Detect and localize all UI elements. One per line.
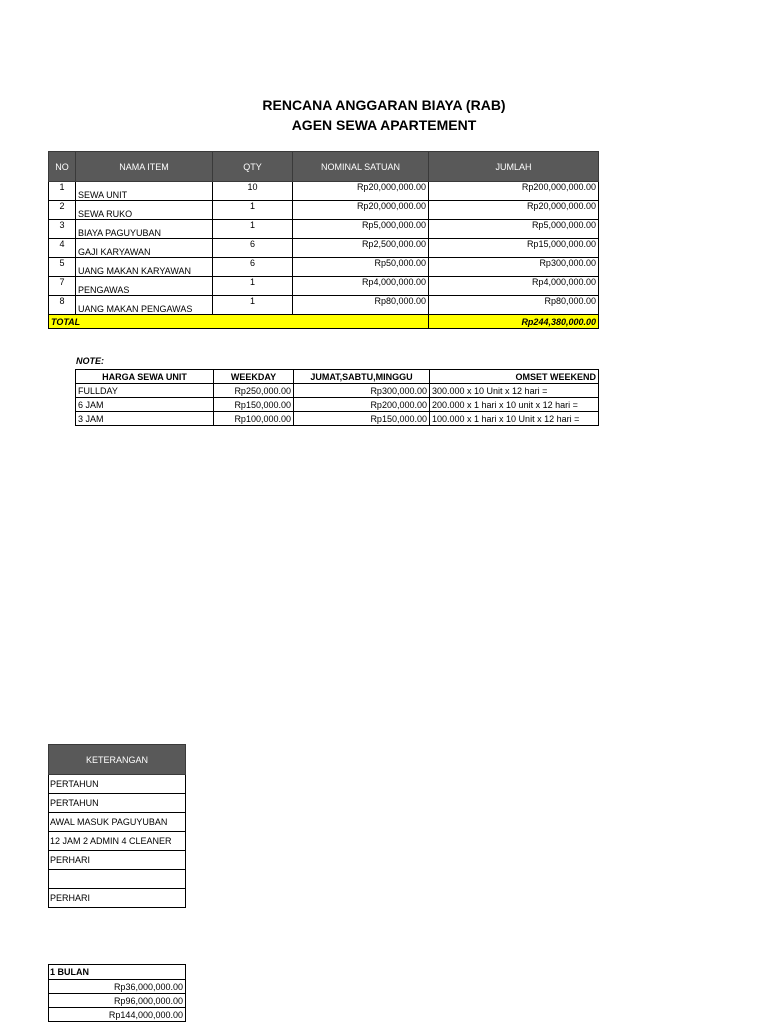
list-item (49, 1008, 186, 1022)
weekday-price: Rp250,000.00 (214, 384, 294, 398)
row-total: Rp80,000.00 (429, 296, 599, 315)
row-total: Rp300,000.00 (429, 258, 599, 277)
omset-formula: 200.000 x 1 hari x 10 unit x 12 hari = (430, 398, 599, 412)
weekday-price: Rp150,000.00 (214, 398, 294, 412)
header-weekend: JUMAT,SABTU,MINGGU (294, 370, 430, 384)
omset-bulan-value: Rp144,000,000.00 (49, 1008, 186, 1022)
list-item (49, 851, 186, 870)
row-unit-price: Rp2,500,000.00 (293, 239, 429, 258)
keterangan-cell (49, 870, 186, 889)
list-item (49, 832, 186, 851)
row-no: 5 (49, 258, 76, 277)
omset-bulan-header: 1 BULAN (49, 965, 186, 980)
row-qty: 1 (213, 296, 293, 315)
table-row (49, 296, 599, 315)
table-row (49, 220, 599, 239)
header-jumlah: JUMLAH (429, 152, 599, 182)
row-no: 4 (49, 239, 76, 258)
header-weekday: WEEKDAY (214, 370, 294, 384)
row-qty: 6 (213, 258, 293, 277)
header-qty: QTY (213, 152, 293, 182)
header-harga-sewa-unit: HARGA SEWA UNIT (76, 370, 214, 384)
keterangan-header: KETERANGAN (49, 745, 186, 775)
row-qty: 1 (213, 277, 293, 296)
row-qty: 1 (213, 220, 293, 239)
total-value: Rp244,380,000.00 (429, 315, 599, 329)
weekend-price: Rp150,000.00 (294, 412, 430, 426)
row-no: 1 (49, 182, 76, 201)
table-row (49, 239, 599, 258)
row-unit-price: Rp4,000,000.00 (293, 277, 429, 296)
row-total: Rp5,000,000.00 (429, 220, 599, 239)
row-no: 8 (49, 296, 76, 315)
keterangan-cell: 12 JAM 2 ADMIN 4 CLEANER (49, 832, 186, 851)
rental-type: 3 JAM (76, 412, 214, 426)
rab-table (48, 151, 599, 329)
rental-type: FULLDAY (76, 384, 214, 398)
header-nama-item: NAMA ITEM (76, 152, 213, 182)
weekend-price: Rp200,000.00 (294, 398, 430, 412)
row-name: SEWA RUKO (76, 201, 213, 220)
document-subtitle: AGEN SEWA APARTEMENT (291, 117, 477, 133)
row-qty: 1 (213, 201, 293, 220)
weekday-price: Rp100,000.00 (214, 412, 294, 426)
list-item (49, 980, 186, 994)
row-total: Rp4,000,000.00 (429, 277, 599, 296)
list-item (49, 870, 186, 889)
row-no: 2 (49, 201, 76, 220)
row-unit-price: Rp80,000.00 (293, 296, 429, 315)
table-row (49, 277, 599, 296)
omset-bulan-value: Rp96,000,000.00 (49, 994, 186, 1008)
omset-bulan-header-row (49, 965, 186, 980)
keterangan-cell: PERTAHUN (49, 775, 186, 794)
table-row (76, 398, 599, 412)
row-name: GAJI KARYAWAN (76, 239, 213, 258)
keterangan-cell: PERHARI (49, 851, 186, 870)
row-name: SEWA UNIT (76, 182, 213, 201)
row-qty: 10 (213, 182, 293, 201)
list-item (49, 794, 186, 813)
rab-table-header (49, 152, 599, 182)
row-total: Rp20,000,000.00 (429, 201, 599, 220)
row-no: 7 (49, 277, 76, 296)
row-name: BIAYA PAGUYUBAN (76, 220, 213, 239)
omset-bulan-table (48, 964, 186, 1022)
list-item (49, 775, 186, 794)
omset-bulan-value: Rp36,000,000.00 (49, 980, 186, 994)
header-nominal-satuan: NOMINAL SATUAN (293, 152, 429, 182)
header-no: NO (49, 152, 76, 182)
row-name: UANG MAKAN KARYAWAN (76, 258, 213, 277)
row-unit-price: Rp5,000,000.00 (293, 220, 429, 239)
weekend-price: Rp300,000.00 (294, 384, 430, 398)
keterangan-cell: PERTAHUN (49, 794, 186, 813)
row-total: Rp15,000,000.00 (429, 239, 599, 258)
keterangan-cell: AWAL MASUK PAGUYUBAN (49, 813, 186, 832)
row-name: UANG MAKAN PENGAWAS (76, 296, 213, 315)
table-row (76, 384, 599, 398)
row-qty: 6 (213, 239, 293, 258)
keterangan-cell: PERHARI (49, 889, 186, 908)
row-name: PENGAWAS (76, 277, 213, 296)
omset-formula: 300.000 x 10 Unit x 12 hari = (430, 384, 599, 398)
keterangan-table (48, 744, 186, 908)
total-row (49, 315, 599, 329)
total-label: TOTAL (49, 315, 429, 329)
list-item (49, 889, 186, 908)
table-row (49, 201, 599, 220)
keterangan-header-row (49, 745, 186, 775)
omset-formula: 100.000 x 1 hari x 10 Unit x 12 hari = (430, 412, 599, 426)
row-unit-price: Rp20,000,000.00 (293, 182, 429, 201)
row-unit-price: Rp20,000,000.00 (293, 201, 429, 220)
row-total: Rp200,000,000.00 (429, 182, 599, 201)
note-table (75, 369, 599, 426)
list-item (49, 813, 186, 832)
table-row (49, 182, 599, 201)
list-item (49, 994, 186, 1008)
table-row (76, 412, 599, 426)
row-unit-price: Rp50,000.00 (293, 258, 429, 277)
note-label: NOTE: (76, 356, 104, 366)
document-title: RENCANA ANGGARAN BIAYA (RAB) (262, 97, 506, 113)
table-row (49, 258, 599, 277)
note-table-header (76, 370, 599, 384)
rental-type: 6 JAM (76, 398, 214, 412)
header-omset-weekend: OMSET WEEKEND (430, 370, 599, 384)
row-no: 3 (49, 220, 76, 239)
